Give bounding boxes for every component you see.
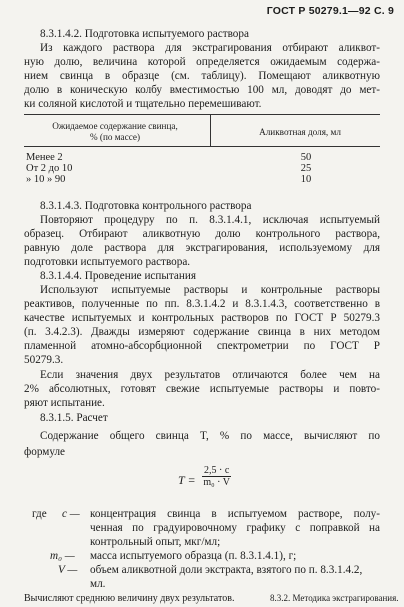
paragraph-line: ную долю, величина которой определяется ожидаемым содержа- <box>24 56 380 68</box>
section-title-prep-control: 8.3.1.4.3. Подготовка контрольного раствора <box>40 200 252 212</box>
table-cell-content: » 10 » 90 <box>26 174 66 185</box>
formula-numerator: 2,5 · c <box>204 465 230 476</box>
paragraph-line: качестве испытуемых и контрольных растворов по ГОСТ Р 50279.3 <box>24 312 380 324</box>
section-title-test: 8.3.1.4.4. Проведение испытания <box>40 270 197 282</box>
table-cell-content: От 2 до 10 <box>26 163 73 174</box>
paragraph-line: Повторяют процедуру по п. 8.3.1.4.1, исключая испытуемый <box>40 214 380 226</box>
paragraph-line: 50279.3. <box>24 354 64 366</box>
table-header-line: % (по массе) <box>89 132 141 142</box>
formula-fraction <box>202 465 231 488</box>
table-header-content <box>30 121 200 143</box>
table-header-line: Ожидаемое содержание свинца, <box>52 121 178 131</box>
paragraph-line: ряют испытание. <box>24 397 105 409</box>
section-title-calc: 8.3.1.5. Расчет <box>40 412 108 424</box>
paragraph-line: Если значения двух результатов отличаются более чем на <box>40 369 380 381</box>
table-cell-volume: 25 <box>300 163 312 174</box>
paragraph-line: (п. 3.4.2.3). Дважды измеряют содержание свинца в них методом <box>24 326 380 338</box>
paragraph-line: Из каждого раствора для экстрагирования отбирают аликвот- <box>40 42 380 54</box>
where-label: где <box>32 508 47 520</box>
paragraph-line: Содержание общего свинца T, % по массе, вычисляют по <box>40 430 380 442</box>
page-header: ГОСТ Р 50279.1—92 С. 9 <box>266 5 394 17</box>
definition-symbol-c: c — <box>62 508 80 520</box>
paragraph-line: образец. Отбирают аликвотную долю контрольного раствора, <box>24 228 380 240</box>
definition-symbol-m0: m₀ — <box>50 550 75 562</box>
paragraph-line: равную доле раствора для экстрагирования, используемому для <box>24 242 380 254</box>
definition-text: ченная по градуировочному графику с поправкой на <box>90 522 380 534</box>
table-top-rule <box>24 114 380 115</box>
formula-lhs: T = <box>178 473 196 487</box>
table-column-divider <box>210 114 211 146</box>
paragraph-line: подготовки испытуемого раствора. <box>24 256 191 268</box>
paragraph-line: реактивов, полученные по пп. 8.3.1.4.2 и 8.3.1.4.3, соответственно в <box>24 298 380 310</box>
paragraph-line: нием свинца в образце (см. таблицу). Помещают аликвотную <box>24 70 380 82</box>
definition-text: концентрация свинца в испытуемом растворе, полу- <box>90 508 380 520</box>
table-cell-content: Менее 2 <box>26 152 63 163</box>
paragraph-line: Используют испытуемые растворы и контрольные растворы <box>40 284 380 296</box>
paragraph-line: Вычисляют среднюю величину двух результатов. <box>24 593 235 604</box>
table-header-rule <box>24 146 380 147</box>
paragraph-line: ки соляной кислотой и тщательно перемешивают. <box>24 98 262 110</box>
table-cell-volume: 10 <box>300 174 312 185</box>
paragraph-line: формуле <box>24 446 65 458</box>
paragraph-line: пламенной атомно-абсорбционной спектрометрии по ГОСТ Р <box>24 340 380 352</box>
definition-text: объем аликвотной доли экстракта, взятого по п. 8.3.1.4.2, <box>90 564 363 576</box>
definition-text: мл. <box>90 578 106 590</box>
section-title-extraction: 8.3.2. Методика экстрагирования. <box>270 593 399 603</box>
paragraph-line: 2% абсолютных, готовят свежие испытуемые растворы и повто- <box>24 383 380 395</box>
definition-text: контрольный опыт, мкг/мл; <box>90 536 221 548</box>
section-title-prep-sample: 8.3.1.4.2. Подготовка испытуемого раствора <box>40 28 249 40</box>
paragraph-line: долю в коническую колбу вместимостью 100 мл, доводят до мет- <box>24 84 380 96</box>
formula-denominator: m₀ · V <box>203 477 230 488</box>
table-cell-volume: 50 <box>300 152 312 163</box>
table-header-volume: Аликвотная доля, мл <box>259 127 341 137</box>
definition-text: масса испытуемого образца (п. 8.3.1.4.1), г; <box>90 550 297 562</box>
definition-symbol-v: V — <box>58 564 78 576</box>
